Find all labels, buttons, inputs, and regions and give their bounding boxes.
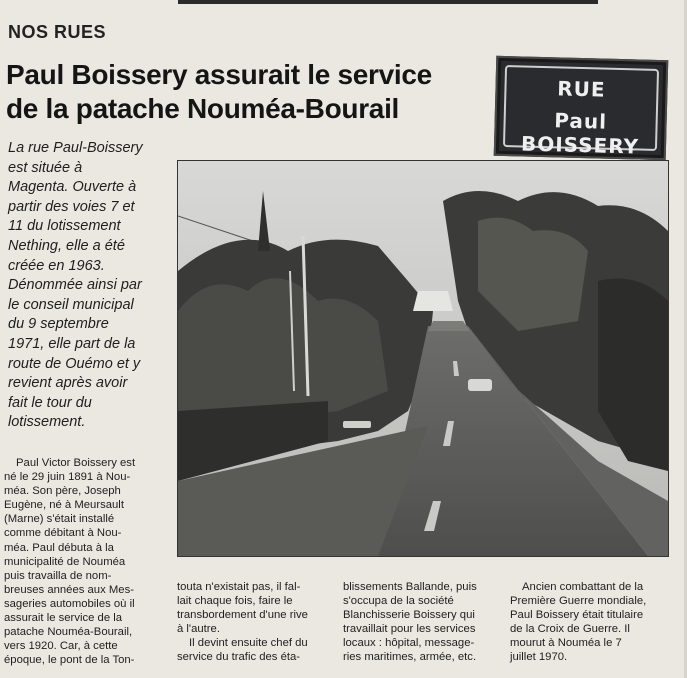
lede-line: du 9 septembre bbox=[8, 316, 109, 333]
top-rule bbox=[178, 0, 598, 4]
body-line: mourut à Nouméa le 7 bbox=[510, 637, 622, 650]
lede-line: Nething, elle a été bbox=[8, 237, 125, 254]
section-rubric: NOS RUES bbox=[8, 22, 107, 42]
headline bbox=[6, 58, 486, 126]
body-column-1 bbox=[4, 456, 162, 667]
street-sign-border bbox=[503, 65, 659, 159]
body-column-2 bbox=[177, 580, 332, 665]
body-line: né le 29 juin 1891 à Nou- bbox=[4, 471, 131, 484]
body-line: service du trafic des éta- bbox=[177, 651, 301, 664]
body-line: Blanchisserie Boissery qui bbox=[343, 609, 475, 622]
body-line: vers 1920. Car, à cette bbox=[4, 640, 118, 653]
lede-paragraph bbox=[8, 139, 173, 433]
lede-line: 11 du lotissement bbox=[8, 218, 121, 235]
body-line: (Marne) s'était installé bbox=[4, 513, 115, 526]
lede-line: 1971, elle part de la bbox=[8, 335, 136, 352]
lede-line: est située à bbox=[8, 159, 83, 176]
body-line: assurait le service de la bbox=[4, 612, 123, 625]
body-line: breuses années aux Mes- bbox=[4, 583, 134, 596]
body-column-4 bbox=[510, 580, 668, 665]
body-line: comme débitant à Nou- bbox=[4, 527, 122, 540]
body-column-3 bbox=[343, 580, 498, 665]
street-photo-drawing bbox=[178, 161, 668, 556]
street-photo bbox=[177, 160, 669, 557]
body-line: de la Croix de Guerre. Il bbox=[510, 623, 630, 636]
lede-line: revient après avoir bbox=[8, 375, 128, 392]
body-line: Paul Victor Boissery est bbox=[16, 457, 136, 469]
street-sign-line-1: RUE bbox=[557, 76, 606, 102]
headline-line-2: de la patache Nouméa-Bourail bbox=[6, 93, 400, 124]
body-line: puis travailla de nom- bbox=[4, 569, 112, 582]
body-line: touta n'existait pas, il fal- bbox=[177, 581, 301, 593]
body-line: locaux : hôpital, message- bbox=[343, 637, 475, 650]
body-line: s'occupa de la société bbox=[343, 595, 454, 608]
lede-line: créée en 1963. bbox=[8, 257, 105, 274]
lede-line: partir des voies 7 et bbox=[8, 198, 135, 215]
body-line: ries maritimes, armée, etc. bbox=[343, 651, 477, 664]
body-line: patache Nouméa-Bourail, bbox=[4, 626, 133, 639]
street-sign-line-2: Paul BOISSERY bbox=[520, 108, 640, 159]
body-line: époque, le pont de la Ton- bbox=[4, 654, 135, 667]
lede-line: fait le tour du bbox=[8, 394, 92, 411]
body-line: lait chaque fois, faire le bbox=[177, 595, 293, 608]
body-line: à l'autre. bbox=[177, 623, 220, 636]
body-line: méa. Paul débuta à la bbox=[4, 541, 114, 554]
body-line: Ancien combattant de la bbox=[522, 581, 644, 593]
body-line: juillet 1970. bbox=[510, 651, 568, 664]
body-line: municipalité de Nouméa bbox=[4, 555, 126, 568]
body-line: Première Guerre mondiale, bbox=[510, 595, 647, 608]
body-line: méa. Son père, Joseph bbox=[4, 485, 121, 498]
body-line: blissements Ballande, puis bbox=[343, 581, 477, 593]
street-sign bbox=[494, 56, 669, 160]
body-line: sageries automobiles où il bbox=[4, 597, 135, 610]
body-line: travaillait pour les services bbox=[343, 623, 476, 636]
lede-line: Magenta. Ouverte à bbox=[8, 179, 137, 196]
lede-line: lotissement. bbox=[8, 414, 86, 431]
body-line: Eugène, né à Meursault bbox=[4, 499, 124, 512]
lede-line: La rue Paul-Boissery bbox=[8, 140, 143, 156]
lede-line: route de Ouémo et y bbox=[8, 355, 141, 372]
lede-line: le conseil municipal bbox=[8, 296, 134, 313]
body-line: Il devint ensuite chef du bbox=[189, 637, 308, 650]
body-line: transbordement d'une rive bbox=[177, 609, 308, 622]
headline-line-1: Paul Boissery assurait le service bbox=[6, 59, 432, 90]
lede-line: Dénommée ainsi par bbox=[8, 277, 142, 294]
body-line: Paul Boissery était titulaire bbox=[510, 609, 644, 622]
